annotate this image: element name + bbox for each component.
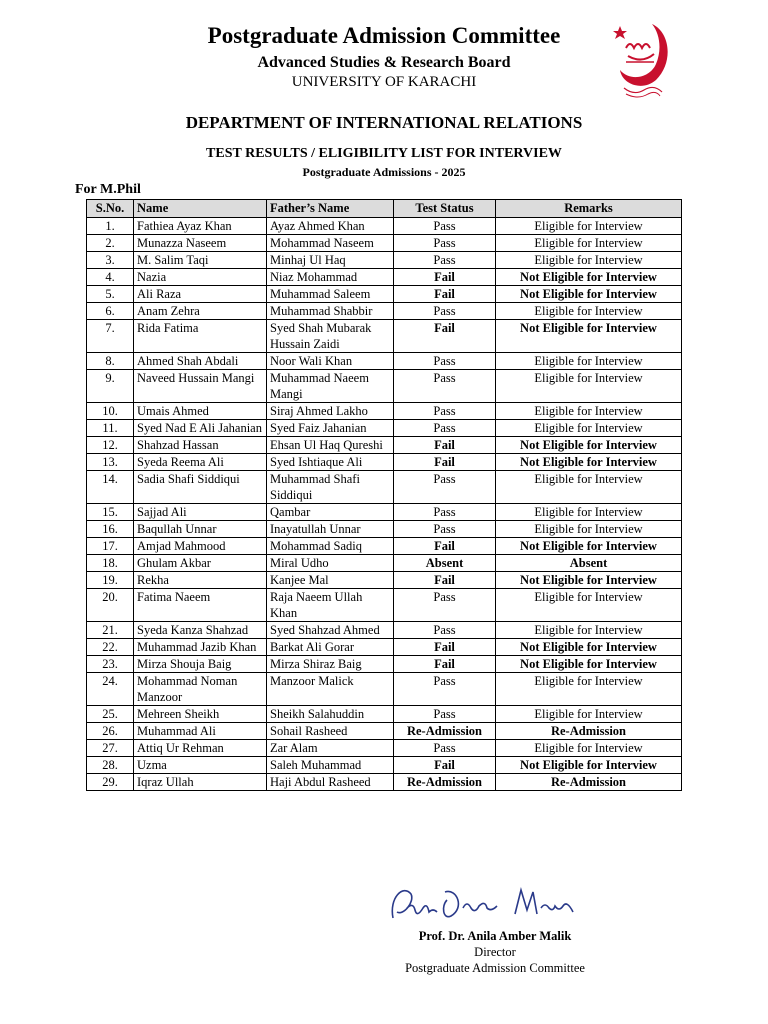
cell-remarks: Absent — [496, 555, 682, 572]
cell-sno: 14. — [87, 471, 134, 504]
cell-sno: 12. — [87, 437, 134, 454]
table-row — [87, 420, 682, 437]
cell-father-name: Minhaj Ul Haq — [267, 252, 394, 269]
results-table — [86, 199, 682, 791]
university-name: UNIVERSITY OF KARACHI — [291, 74, 477, 90]
cell-father-name: Siraj Ahmed Lakho — [267, 403, 394, 420]
table-row — [87, 673, 682, 706]
cell-test-status: Pass — [394, 740, 496, 757]
cell-sno: 1. — [87, 218, 134, 235]
cell-name: Syeda Kanza Shahzad — [134, 622, 267, 639]
cell-name: Naveed Hussain Mangi — [134, 370, 267, 403]
table-row — [87, 538, 682, 555]
cell-remarks: Eligible for Interview — [496, 504, 682, 521]
cell-test-status: Pass — [394, 303, 496, 320]
cell-sno: 25. — [87, 706, 134, 723]
cell-test-status: Fail — [394, 757, 496, 774]
cell-test-status: Pass — [394, 420, 496, 437]
cell-sno: 6. — [87, 303, 134, 320]
cell-test-status: Pass — [394, 218, 496, 235]
cell-father-name: Noor Wali Khan — [267, 353, 394, 370]
cell-test-status: Fail — [394, 437, 496, 454]
cell-name: Syeda Reema Ali — [134, 454, 267, 471]
table-row — [87, 774, 682, 791]
cell-name: Umais Ahmed — [134, 403, 267, 420]
cell-name: Sadia Shafi Siddiqui — [134, 471, 267, 504]
table-row — [87, 589, 682, 622]
cell-test-status: Fail — [394, 320, 496, 353]
cell-test-status: Pass — [394, 370, 496, 403]
table-row — [87, 622, 682, 639]
cell-sno: 29. — [87, 774, 134, 791]
cell-father-name: Syed Ishtiaque Ali — [267, 454, 394, 471]
cell-remarks: Eligible for Interview — [496, 420, 682, 437]
table-row — [87, 740, 682, 757]
cell-sno: 21. — [87, 622, 134, 639]
cell-sno: 20. — [87, 589, 134, 622]
cell-name: Rida Fatima — [134, 320, 267, 353]
cell-father-name: Zar Alam — [267, 740, 394, 757]
cell-father-name: Sohail Rasheed — [267, 723, 394, 740]
cell-remarks: Not Eligible for Interview — [496, 572, 682, 589]
cell-name: Nazia — [134, 269, 267, 286]
cell-test-status: Absent — [394, 555, 496, 572]
table-header-row — [87, 200, 682, 218]
cell-remarks: Eligible for Interview — [496, 622, 682, 639]
cell-father-name: Qambar — [267, 504, 394, 521]
cell-remarks: Not Eligible for Interview — [496, 437, 682, 454]
cell-name: Attiq Ur Rehman — [134, 740, 267, 757]
cell-remarks: Not Eligible for Interview — [496, 757, 682, 774]
cell-remarks: Eligible for Interview — [496, 589, 682, 622]
cell-name: Munazza Naseem — [134, 235, 267, 252]
table-row — [87, 656, 682, 673]
cell-father-name: Muhammad Saleem — [267, 286, 394, 303]
table-row — [87, 235, 682, 252]
handwritten-signature — [385, 878, 585, 930]
cell-test-status: Pass — [394, 521, 496, 538]
cell-remarks: Re-Admission — [496, 774, 682, 791]
cell-sno: 7. — [87, 320, 134, 353]
cell-father-name: Kanjee Mal — [267, 572, 394, 589]
table-row — [87, 454, 682, 471]
cell-remarks: Eligible for Interview — [496, 252, 682, 269]
cell-remarks: Not Eligible for Interview — [496, 320, 682, 353]
cell-sno: 24. — [87, 673, 134, 706]
cell-test-status: Pass — [394, 403, 496, 420]
cell-name: Fathiea Ayaz Khan — [134, 218, 267, 235]
cell-sno: 13. — [87, 454, 134, 471]
cell-sno: 15. — [87, 504, 134, 521]
session-subtitle: Postgraduate Admissions - 2025 — [302, 165, 466, 179]
cell-name: Syed Nad E Ali Jahanian — [134, 420, 267, 437]
col-header-remarks: Remarks — [496, 200, 682, 218]
cell-father-name: Ehsan Ul Haq Qureshi — [267, 437, 394, 454]
cell-name: Sajjad Ali — [134, 504, 267, 521]
cell-remarks: Eligible for Interview — [496, 706, 682, 723]
cell-test-status: Pass — [394, 504, 496, 521]
col-header-sno: S.No. — [87, 200, 134, 218]
cell-sno: 11. — [87, 420, 134, 437]
cell-father-name: Manzoor Malick — [267, 673, 394, 706]
cell-name: Amjad Mahmood — [134, 538, 267, 555]
cell-sno: 19. — [87, 572, 134, 589]
cell-father-name: Muhammad Naeem Mangi — [267, 370, 394, 403]
cell-name: Mehreen Sheikh — [134, 706, 267, 723]
cell-father-name: Inayatullah Unnar — [267, 521, 394, 538]
signatory-title: Director — [474, 945, 516, 959]
table-row — [87, 723, 682, 740]
cell-father-name: Sheikh Salahuddin — [267, 706, 394, 723]
cell-test-status: Pass — [394, 471, 496, 504]
table-row — [87, 320, 682, 353]
cell-father-name: Barkat Ali Gorar — [267, 639, 394, 656]
cell-remarks: Eligible for Interview — [496, 353, 682, 370]
cell-remarks: Eligible for Interview — [496, 673, 682, 706]
cell-remarks: Not Eligible for Interview — [496, 269, 682, 286]
cell-sno: 22. — [87, 639, 134, 656]
cell-test-status: Fail — [394, 572, 496, 589]
cell-remarks: Eligible for Interview — [496, 471, 682, 504]
table-row — [87, 252, 682, 269]
table-row — [87, 437, 682, 454]
cell-remarks: Not Eligible for Interview — [496, 454, 682, 471]
program-label: For M.Phil — [75, 182, 141, 197]
cell-father-name: Miral Udho — [267, 555, 394, 572]
table-row — [87, 471, 682, 504]
table-row — [87, 521, 682, 538]
cell-father-name: Saleh Muhammad — [267, 757, 394, 774]
cell-sno: 10. — [87, 403, 134, 420]
cell-test-status: Pass — [394, 589, 496, 622]
cell-name: Anam Zehra — [134, 303, 267, 320]
cell-father-name: Syed Shah Mubarak Hussain Zaidi — [267, 320, 394, 353]
cell-sno: 9. — [87, 370, 134, 403]
cell-father-name: Ayaz Ahmed Khan — [267, 218, 394, 235]
cell-remarks: Eligible for Interview — [496, 521, 682, 538]
table-row — [87, 403, 682, 420]
cell-name: Ahmed Shah Abdali — [134, 353, 267, 370]
cell-name: Baqullah Unnar — [134, 521, 267, 538]
cell-sno: 5. — [87, 286, 134, 303]
cell-father-name: Niaz Mohammad — [267, 269, 394, 286]
table-row — [87, 572, 682, 589]
cell-remarks: Not Eligible for Interview — [496, 286, 682, 303]
table-row — [87, 218, 682, 235]
cell-father-name: Muhammad Shabbir — [267, 303, 394, 320]
cell-sno: 2. — [87, 235, 134, 252]
table-row — [87, 303, 682, 320]
cell-test-status: Fail — [394, 538, 496, 555]
cell-father-name: Mohammad Naseem — [267, 235, 394, 252]
table-row — [87, 353, 682, 370]
university-logo-icon — [612, 18, 674, 104]
cell-sno: 17. — [87, 538, 134, 555]
table-row — [87, 555, 682, 572]
cell-name: Uzma — [134, 757, 267, 774]
table-row — [87, 504, 682, 521]
cell-sno: 23. — [87, 656, 134, 673]
cell-father-name: Muhammad Shafi Siddiqui — [267, 471, 394, 504]
table-row — [87, 269, 682, 286]
cell-sno: 4. — [87, 269, 134, 286]
col-header-status: Test Status — [394, 200, 496, 218]
cell-name: Ghulam Akbar — [134, 555, 267, 572]
cell-test-status: Pass — [394, 706, 496, 723]
cell-father-name: Mirza Shiraz Baig — [267, 656, 394, 673]
cell-name: Iqraz Ullah — [134, 774, 267, 791]
signatory-organization: Postgraduate Admission Committee — [405, 961, 585, 975]
page-title: Postgraduate Admission Committee — [207, 23, 561, 48]
board-name: Advanced Studies & Research Board — [257, 54, 511, 71]
cell-father-name: Syed Shahzad Ahmed — [267, 622, 394, 639]
cell-father-name: Raja Naeem Ullah Khan — [267, 589, 394, 622]
cell-name: Mohammad Noman Manzoor — [134, 673, 267, 706]
cell-name: Muhammad Ali — [134, 723, 267, 740]
cell-sno: 28. — [87, 757, 134, 774]
cell-sno: 16. — [87, 521, 134, 538]
cell-test-status: Fail — [394, 286, 496, 303]
cell-test-status: Fail — [394, 454, 496, 471]
cell-remarks: Eligible for Interview — [496, 740, 682, 757]
department-heading: DEPARTMENT OF INTERNATIONAL RELATIONS — [185, 113, 583, 132]
cell-remarks: Eligible for Interview — [496, 303, 682, 320]
cell-remarks: Eligible for Interview — [496, 235, 682, 252]
cell-father-name: Mohammad Sadiq — [267, 538, 394, 555]
list-title: TEST RESULTS / ELIGIBILITY LIST FOR INTERVIEW — [206, 146, 562, 161]
cell-sno: 18. — [87, 555, 134, 572]
cell-test-status: Fail — [394, 269, 496, 286]
table-row — [87, 286, 682, 303]
cell-father-name: Haji Abdul Rasheed — [267, 774, 394, 791]
signatory-name: Prof. Dr. Anila Amber Malik — [418, 929, 572, 943]
cell-remarks: Eligible for Interview — [496, 218, 682, 235]
cell-test-status: Pass — [394, 673, 496, 706]
table-row — [87, 706, 682, 723]
cell-name: Rekha — [134, 572, 267, 589]
cell-test-status: Re-Admission — [394, 723, 496, 740]
cell-name: M. Salim Taqi — [134, 252, 267, 269]
cell-remarks: Not Eligible for Interview — [496, 538, 682, 555]
table-row — [87, 639, 682, 656]
cell-test-status: Pass — [394, 622, 496, 639]
cell-test-status: Fail — [394, 656, 496, 673]
table-row — [87, 757, 682, 774]
cell-test-status: Pass — [394, 353, 496, 370]
col-header-name: Name — [134, 200, 267, 218]
cell-name: Shahzad Hassan — [134, 437, 267, 454]
cell-father-name: Syed Faiz Jahanian — [267, 420, 394, 437]
col-header-father: Father’s Name — [267, 200, 394, 218]
cell-test-status: Pass — [394, 235, 496, 252]
cell-remarks: Eligible for Interview — [496, 370, 682, 403]
table-row — [87, 370, 682, 403]
cell-remarks: Eligible for Interview — [496, 403, 682, 420]
cell-test-status: Fail — [394, 639, 496, 656]
cell-sno: 26. — [87, 723, 134, 740]
cell-name: Mirza Shouja Baig — [134, 656, 267, 673]
cell-sno: 27. — [87, 740, 134, 757]
cell-name: Ali Raza — [134, 286, 267, 303]
cell-test-status: Re-Admission — [394, 774, 496, 791]
cell-sno: 8. — [87, 353, 134, 370]
cell-remarks: Not Eligible for Interview — [496, 656, 682, 673]
cell-sno: 3. — [87, 252, 134, 269]
cell-remarks: Not Eligible for Interview — [496, 639, 682, 656]
cell-name: Muhammad Jazib Khan — [134, 639, 267, 656]
cell-remarks: Re-Admission — [496, 723, 682, 740]
cell-test-status: Pass — [394, 252, 496, 269]
cell-name: Fatima Naeem — [134, 589, 267, 622]
